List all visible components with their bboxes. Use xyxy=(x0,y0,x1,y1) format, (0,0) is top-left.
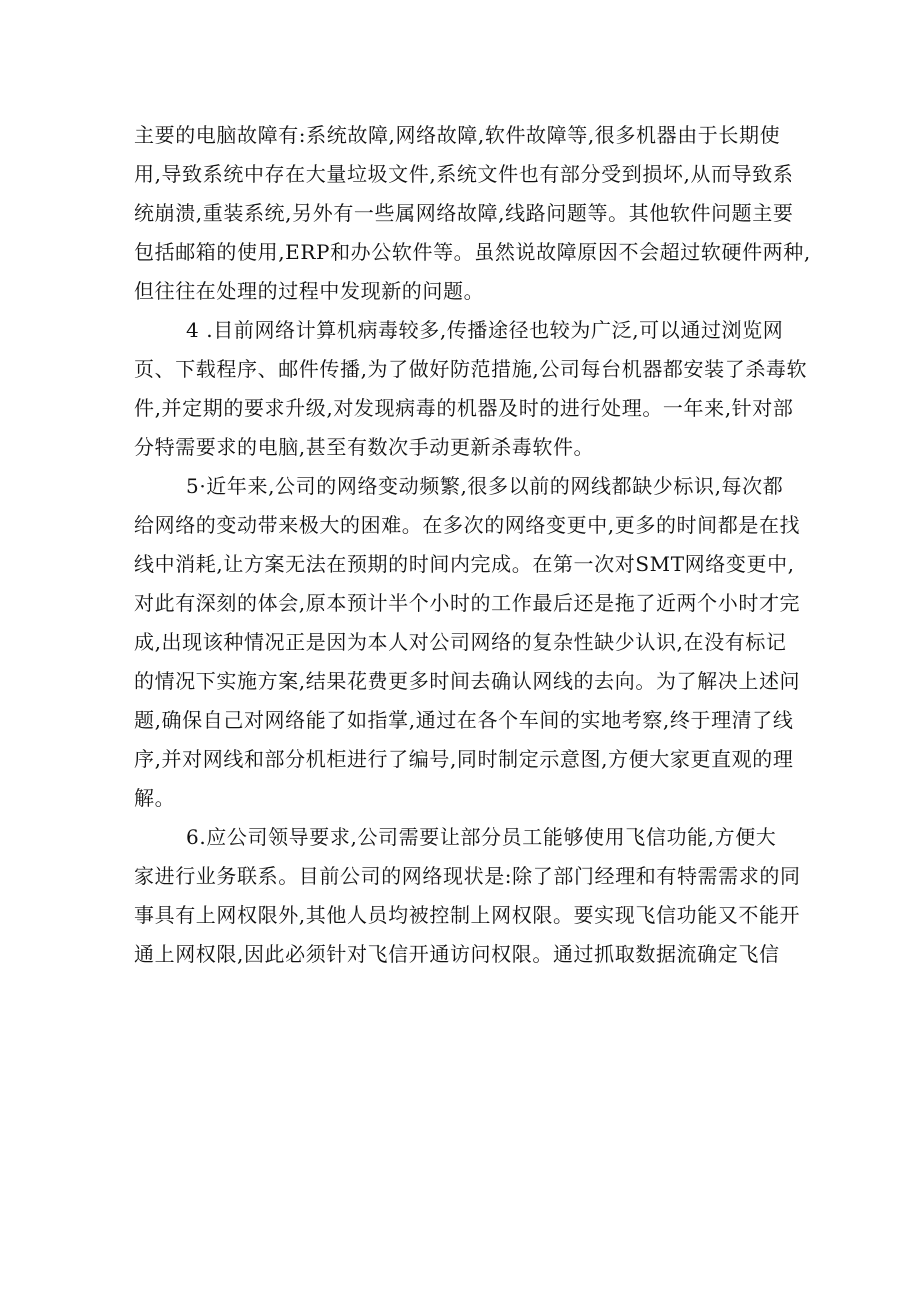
text-line: 件,并定期的要求升级,对发现病毒的机器及时的进行处理。一年来,针对部 xyxy=(134,396,794,420)
text-line: 6.应公司领导要求,公司需要让部分员工能够使用飞信功能,方便大 xyxy=(186,825,777,849)
text-line: 包括邮箱的使用,ERP和办公软件等。虽然说故障原因不会超过软硬件两种, xyxy=(134,240,811,264)
text-line: 用,导致系统中存在大量垃圾文件,系统文件也有部分受到损坏,从而导致系 xyxy=(134,162,794,186)
text-line: 的情况下实施方案,结果花费更多时间去确认网线的去向。为了解决上述问 xyxy=(134,669,801,693)
paragraph-virus xyxy=(134,311,808,467)
text-line: 成,出现该种情况正是因为本人对公司网络的复杂性缺少认识,在没有标记 xyxy=(134,630,787,654)
text-line: 题,确保自己对网络能了如指掌,通过在各个车间的实地考察,终于理清了线 xyxy=(134,708,794,732)
text-line: 事具有上网权限外,其他人员均被控制上网权限。要实现飞信功能又不能开 xyxy=(134,903,801,927)
paragraph-network-changes xyxy=(134,467,801,818)
text-line: 给网络的变动带来极大的困难。在多次的网络变更中,更多的时间都是在找 xyxy=(134,513,801,537)
paragraph-fetion xyxy=(134,818,801,974)
paragraph-system-faults xyxy=(134,116,811,311)
text-line: 对此有深刻的体会,原本预计半个小时的工作最后还是拖了近两个小时才完 xyxy=(134,591,801,615)
text-line: 序,并对网线和部分机柜进行了编号,同时制定示意图,方便大家更直观的理 xyxy=(134,747,794,771)
text-line: 解。 xyxy=(134,786,176,810)
document-body xyxy=(134,116,811,974)
text-line: 主要的电脑故障有:系统故障,网络故障,软件故障等,很多机器由于长期使 xyxy=(134,123,781,147)
text-line: 页、下载程序、邮件传播,为了做好防范措施,公司每台机器都安装了杀毒软 xyxy=(134,357,808,381)
text-line: 5·近年来,公司的网络变动频繁,很多以前的网线都缺少标识,每次都 xyxy=(186,474,784,498)
text-line: 线中消耗,让方案无法在预期的时间内完成。在第一次对SMT网络变更中, xyxy=(134,552,795,576)
text-line: 分特需要求的电脑,甚至有数次手动更新杀毒软件。 xyxy=(134,435,595,459)
text-line: 但往往在处理的过程中发现新的问题。 xyxy=(134,279,485,303)
text-line: 通上网权限,因此必须针对飞信开通访问权限。通过抓取数据流确定飞信 xyxy=(134,942,780,966)
text-line: 家进行业务联系。目前公司的网络现状是:除了部门经理和有特需需求的同 xyxy=(134,864,801,888)
text-line: 4 .目前网络计算机病毒较多,传播途径也较为广泛,可以通过浏览网 xyxy=(186,318,784,342)
text-line: 统崩溃,重装系统,另外有一些属网络故障,线路问题等。其他软件问题主要 xyxy=(134,201,794,225)
